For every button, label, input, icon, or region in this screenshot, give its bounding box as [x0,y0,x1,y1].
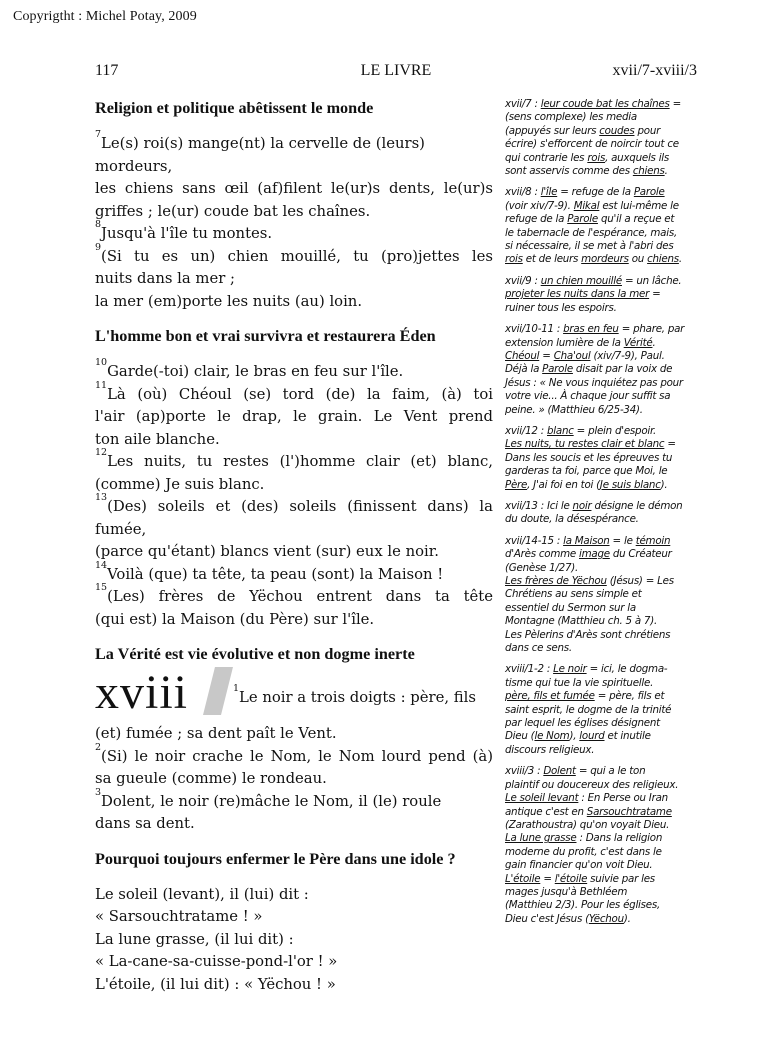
verse-line: l'air (ap)porte le drap, le grain. Le Vent prend [95,408,493,425]
verse-line: $^{14}$Voilà (que) ta tête, ta peau (sont) la Maison ! [95,559,444,583]
margin-note: xvii/13 : Ici le noir désigne le démon du doute, la désespérance. [505,499,683,526]
verse-number: 10 [95,357,108,368]
verse-line: dans sa dent. [95,815,195,832]
copyright-notice: Copyrigtht : Michel Potay, 2009 [13,9,197,24]
verse-number: 7 [95,129,102,140]
verse-line: ton aile blanche. [95,430,220,448]
chapter-number: xviii [95,666,189,719]
verse-line: Le soleil (levant), il (lui) dit : [95,885,309,903]
verse-number: 11 [95,379,108,391]
section-heading: Religion et politique abêtissent le monde [95,99,374,117]
verse-number: 12 [95,447,108,458]
verse-line: L'étoile, (il lui dit) : « Yëchou ! » [95,975,336,993]
page-number: 117 [95,62,119,79]
verse-line: La lune grasse, (il lui dit) : [95,930,294,948]
verse-number: 2 [95,741,102,753]
verse-line: nuits dans la mer ; [95,270,235,287]
running-head [95,62,697,82]
verse-line: $^{15}$(Les) frères de Yëchou entrent dans ta tête [95,582,493,605]
verse-line: $^1$Le noir a trois doigts : père, fils [233,683,476,706]
chapter-slash-ornament [203,667,233,715]
chapter-opening [95,666,493,723]
verse-line: $^8$Jusqu'à l'île tu montes. [95,219,273,242]
margin-note: xviii/1-2 : Le noir = ici, le dogma- tisme qui tue la vie spirituelle. père, fils et fumée = père, fils et saint esprit, le dogme de la trinité par lequel les églises désignent Dieu (le Nom), lourd et inutile discours religieux. [505,663,672,756]
verse-number: 9 [95,241,102,253]
verse-line: $^2$(Si) le noir crache le Nom, le Nom lourd pend (à) [95,741,493,765]
verse-line: (comme) Je suis blanc. [95,475,265,493]
verse-line: griffes ; le(ur) coude bat les chaînes. [95,202,371,220]
verse-number: 3 [95,786,102,798]
margin-note: xvii/14-15 : la Maison = le témoin d'Arès comme image du Créateur (Genèse 1/27). Les frères de Yëchou (Jésus) = Les Chrétiens au sens simple et essentiel du Sermon sur la Montagne (Matthieu ch. 5 à 7). Les Pèlerins d'Arès sont chrétiens dans ce sens. [505,534,674,655]
section-heading: La Vérité est vie évolutive et non dogme inerte [95,645,415,663]
book-title: LE LIVRE [360,62,432,79]
verse-line: $^7$Le(s) roi(s) mange(nt) la cervelle de (leurs) [95,129,425,152]
margin-note: xvii/8 : l'île = refuge de la Parole (voir xiv/7-9). Mikal est lui-même le refuge de la Parole qu'il a reçue et le tabernacle de l'espérance, mais, si nécessaire, il se met à l'abri des rois et de leurs mordeurs ou chiens. [505,186,682,266]
margin-note: xvii/9 : un chien mouillé = un lâche. projeter les nuits dans la mer = ruiner tous les espoirs. [505,274,682,314]
verse-range: xvii/7-xviii/3 [612,62,697,79]
verse-number: 15 [95,582,108,593]
verse-line: (qui est) la Maison (du Père) sur l'île. [95,610,375,628]
verse-line: les chiens sans œil (af)filent le(ur)s dents, le(ur)s [95,180,493,197]
margin-notes-column [505,98,698,934]
verse-line: « Sarsouchtratame ! » [95,908,263,925]
verse-number: 1 [233,683,240,694]
verse-number: 8 [95,219,102,230]
verse-line: mordeurs, [95,157,173,175]
verse-line: $^3$Dolent, le noir (re)mâche le Nom, il (le) roule [95,786,442,810]
main-text-column [95,97,493,996]
verse-line: fumée, [95,520,147,538]
section-heading: L'homme bon et vrai survivra et restaurera Éden [95,327,436,345]
verse-line: $^{10}$Garde(-toi) clair, le bras en feu sur l'île. [95,357,404,380]
verse-line: $^{12}$Les nuits, tu restes (l')homme clair (et) blanc, [95,447,493,470]
verse-line: sa gueule (comme) le rondeau. [95,770,327,787]
margin-note: xvii/10-11 : bras en feu = phare, par extension lumière de la Vérité. Chéoul = Cha'oul (xiv/7-9), Paul. Déjà la Parole disait par la voix de Jésus : « Ne vous inquiétez pas pour votre vie... À chaque jour suffit sa peine. » (Matthieu 6/25-34). [505,323,685,416]
verse-line: $^9$(Si tu es un) chien mouillé, tu (pro)jettes les [95,241,493,265]
section-heading: Pourquoi toujours enfermer le Père dans une idole ? [95,849,456,868]
verse-line: $^{11}$Là (où) Chéoul (se) tord (de) la faim, (à) toi [95,379,493,403]
margin-note: xviii/3 : Dolent = qui a le ton plaintif ou doucereux des religieux. Le soleil levant : En Perse ou Iran antique c'est en Sarsouchtratame (Zarathoustra) qu'on voyait Dieu. La lune grasse : Dans la religion moderne du profit, c'est dans le gain financier qu'on voit Dieu. L'étoile = l'étoile suivie par les mages jusqu'à Bethléem (Matthieu 2/3). Pour les églises, Dieu c'est Jésus (Yëchou). [505,765,679,925]
margin-note: xvii/12 : blanc = plein d'espoir. Les nuits, tu restes clair et blanc = Dans les soucis et les épreuves tu garderas ta foi, parce que Moi, le Père, J'ai foi en toi (Je suis blanc). [505,424,676,491]
verse-line: (et) fumée ; sa dent paît le Vent. [95,725,337,742]
verse-line: $^{13}$(Des) soleils et (des) soleils (finissent dans) la [95,492,493,515]
verse-line: la mer (em)porte les nuits (au) loin. [95,292,363,310]
verse-number: 13 [95,492,108,503]
margin-note: xvii/7 : leur coude bat les chaînes = (sens complexe) les media (appuyés sur leurs coudes pour écrire) s'efforcent de noircir tout ce qui contrarie les rois, auxquels ils sont asservis comme des chiens. [505,98,682,178]
verse-number: 14 [95,559,108,571]
verse-line: « La-cane-sa-cuisse-pond-l'or ! » [95,953,338,970]
verse-line: (parce qu'étant) blancs vient (sur) eux le noir. [95,543,439,560]
